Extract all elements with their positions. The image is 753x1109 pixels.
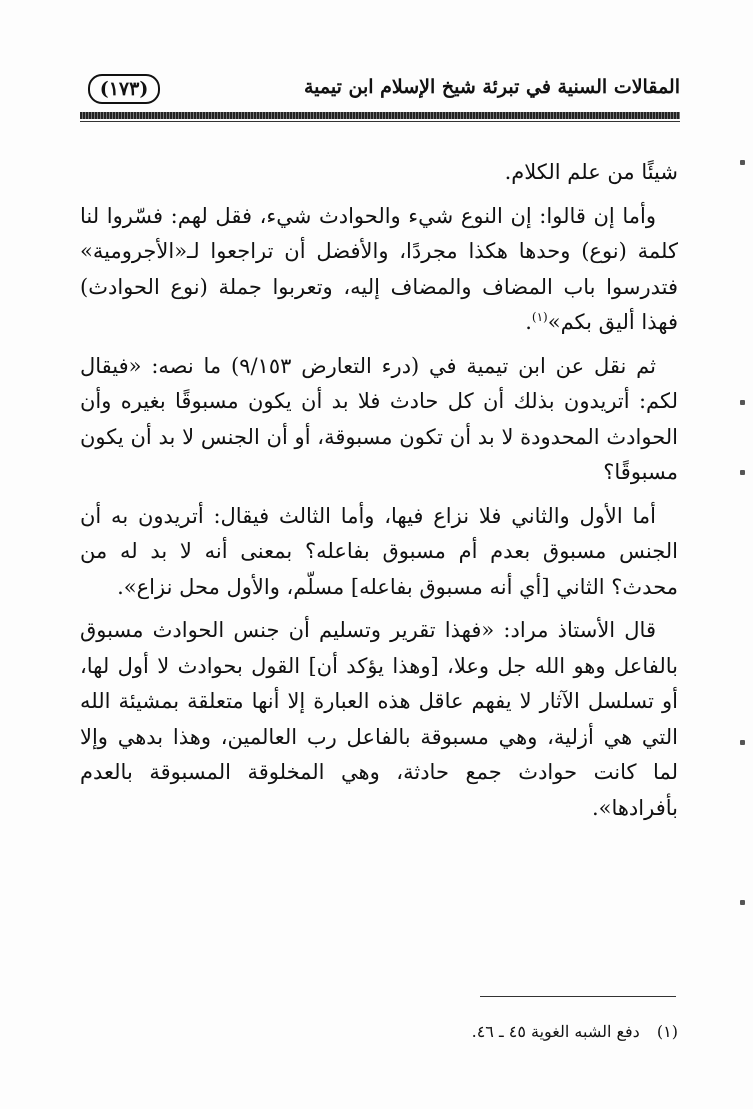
footnote-separator	[480, 996, 676, 997]
footnote-number: (١)	[656, 1022, 678, 1041]
footnote	[80, 1020, 678, 1044]
footnote-reference: (١)	[531, 310, 548, 324]
paragraph: قال الأستاذ مراد: «فهذا تقرير وتسليم أن جنس الحوادث مسبوق بالفاعل وهو الله جل وعلا، [وهذا يؤكد أن] القول بحوادث لا أول لها، أو تسلسل الآثار لا يفهم عاقل هذه العبارة إلا أنها متعلقة بمشيئة الله التي هي أزلية، وهي مسبوقة بالفاعل رب العالمين، وهذا بدهي وإلا لما كانت حوادث جمع حادثة، وهي المخلوقة المسبوقة بالعدم بأفرادها».	[80, 618, 678, 820]
body-text	[80, 155, 678, 834]
paragraph-end: .	[525, 310, 532, 334]
paragraph: ثم نقل عن ابن تيمية في (درء التعارض ٩/١٥٣) ما نصه: «فيقال لكم: أتريدون بذلك أن كل حادث فلا بد أن يكون مسبوقًا بغيره وأن الحوادث المحدودة لا بد أن تكون مسبوقة، أو أن الجنس لا بد أن يكون مسبوقًا؟	[80, 353, 678, 484]
header-rule	[80, 112, 680, 119]
scan-mark	[740, 160, 745, 165]
header-rule-thin	[80, 121, 680, 122]
page-number: (١٧٣)	[88, 74, 160, 104]
running-title: المقالات السنية في تبرئة شيخ الإسلام ابن تيمية	[303, 76, 680, 98]
paragraph	[80, 199, 678, 341]
paragraph: أما الأول والثاني فلا نزاع فيها، وأما الثالث فيقال: أتريدون به أن الجنس مسبوق بعدم أم مسبوق بفاعله؟ بمعنى أنه لا بد له من محدث؟ الثاني [أي أنه مسبوق بفاعله] مسلّم، والأول محل نزاع».	[80, 503, 678, 599]
scan-mark	[740, 740, 745, 745]
scan-mark	[740, 470, 745, 475]
scan-mark	[740, 900, 745, 905]
footnote-text: دفع الشبه الغوية ٤٥ ـ ٤٦.	[471, 1022, 640, 1041]
scan-mark	[740, 400, 745, 405]
paragraph-text: وأما إن قالوا: إن النوع شيء والحوادث شيء، فقل لهم: فسّروا لنا كلمة (نوع) وحدها هكذا مجردًا، والأفضل أن تراجعوا لـ«الأجرومية» فتدرسوا باب المضاف والمضاف إليه، وتعربوا جملة (نوع الحوادث) فهذا أليق بكم»	[80, 203, 678, 334]
page-header	[80, 70, 680, 110]
paragraph: شيئًا من علم الكلام.	[504, 160, 678, 184]
